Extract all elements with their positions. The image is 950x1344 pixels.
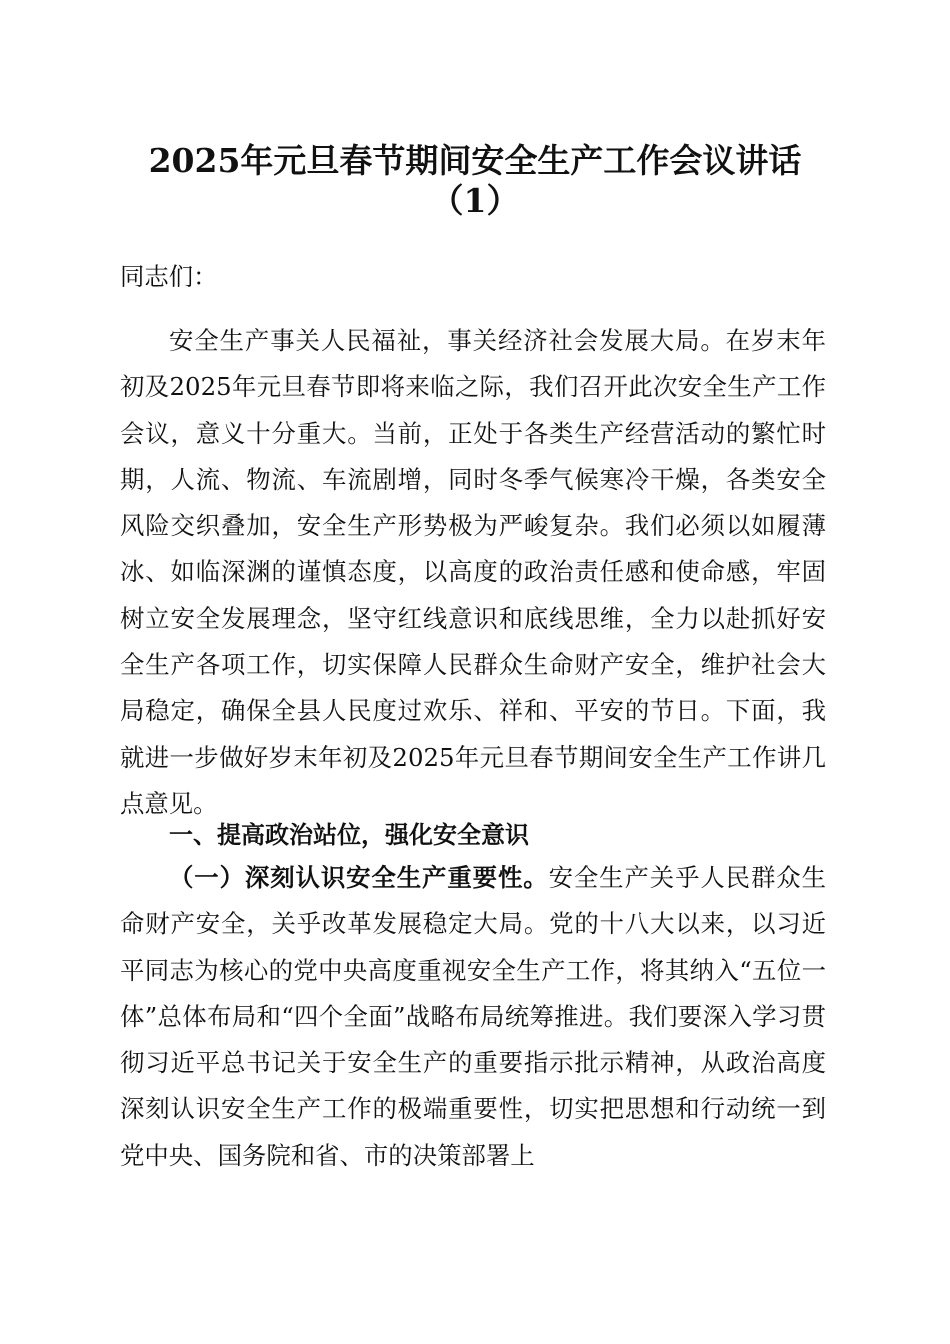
paragraph-subsection-1 xyxy=(120,855,826,1179)
document-title-number: （1） xyxy=(430,181,520,220)
section-heading-1: 一、提高政治站位，强化安全意识 xyxy=(169,821,529,849)
paragraph-intro: 安全生产事关人民福祉，事关经济社会发展大局。在岁末年初及2025年元旦春节即将来临之际，我们召开此次安全生产工作会议，意义十分重大。当前，正处于各类生产经营活动的繁忙时期，人流、物流、车流剧增，同时冬季气候寒冷干燥，各类安全风险交织叠加，安全生产形势极为严峻复杂。我们必须以如履薄冰、如临深渊的谨慎态度，以高度的政治责任感和使命感，牢固树立安全发展理念，坚守红线意识和底线思维，全力以赴抓好安全生产各项工作，切实保障人民群众生命财产安全，维护社会大局稳定，确保全县人民度过欢乐、祥和、平安的节日。下面，我就进一步做好岁末年初及2025年元旦春节期间安全生产工作讲几点意见。 xyxy=(120,326,826,818)
subsection-heading-1: （一）深刻认识安全生产重要性。 xyxy=(169,863,549,892)
subsection-text-1: 安全生产关乎人民群众生命财产安全，关乎改革发展稳定大局。党的十八大以来，以习近平同志为核心的党中央高度重视安全生产工作，将其纳入“五位一体”总体布局和“四个全面”战略布局统筹推进。我们要深入学习贯彻习近平总书记关于安全生产的重要指示批示精神，从政治高度深刻认识安全生产工作的极端重要性，切实把思想和行动统一到党中央、国务院和省、市的决策部署上 xyxy=(120,863,826,1170)
document-title: 2025年元旦春节期间安全生产工作会议讲话 xyxy=(148,141,802,180)
salutation: 同志们： xyxy=(120,262,218,291)
